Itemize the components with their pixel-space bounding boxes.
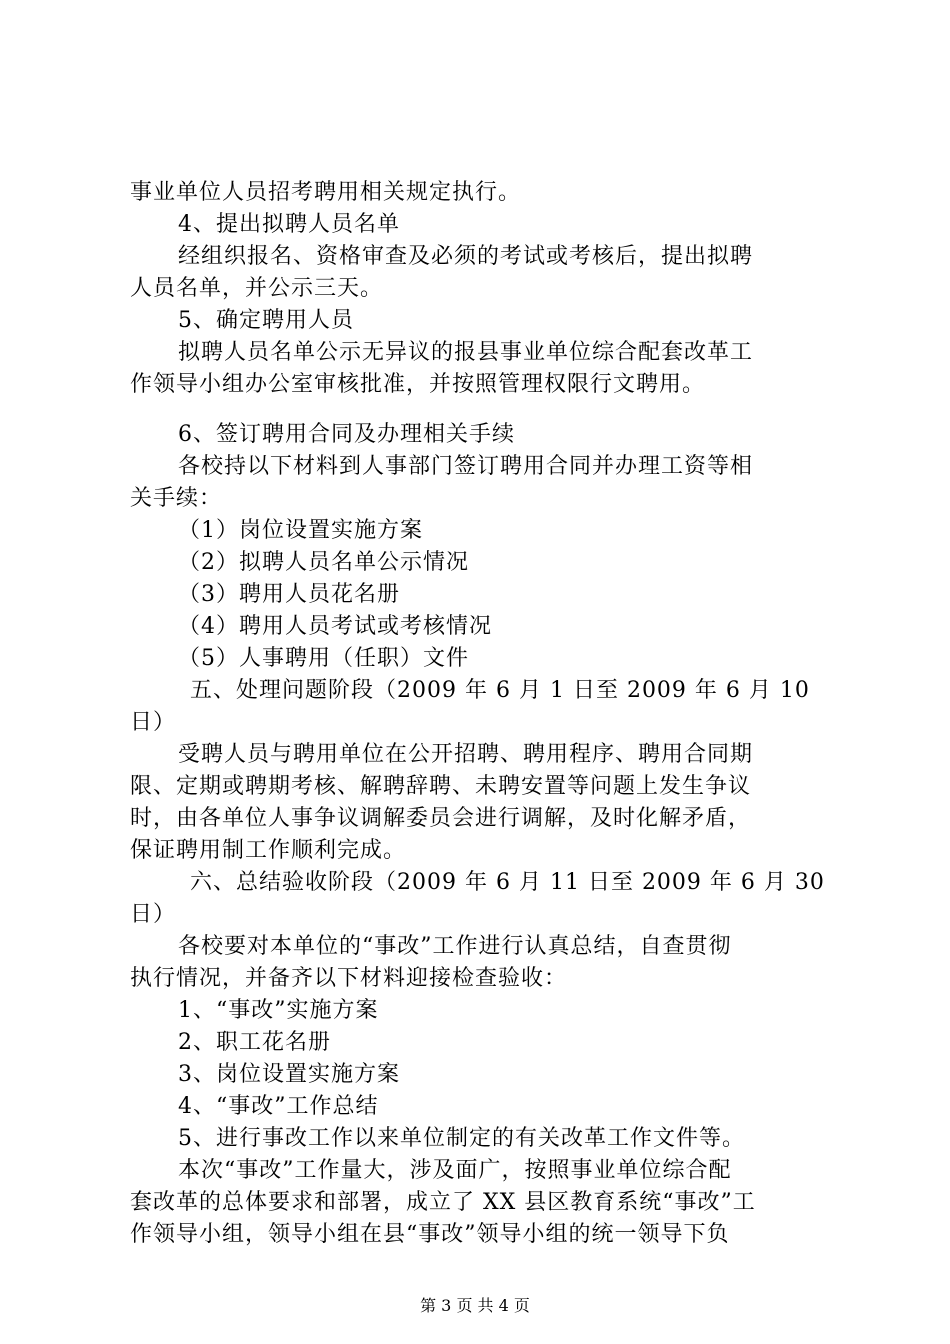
list-item: 2、职工花名册 bbox=[178, 1030, 331, 1055]
text-line: 关手续： bbox=[130, 486, 223, 511]
list-item: 4、“事改”工作总结 bbox=[178, 1094, 379, 1119]
list-item: （1）岗位设置实施方案 bbox=[178, 518, 423, 543]
text-line: 日） bbox=[130, 710, 177, 735]
section-heading: 4、提出拟聘人员名单 bbox=[178, 212, 400, 237]
section-heading: 五、处理问题阶段（2009 年 6 月 1 日至 2009 年 6 月 10 bbox=[190, 678, 810, 703]
text-line: 日） bbox=[130, 902, 177, 927]
text-line: 各校要对本单位的“事改”工作进行认真总结，自查贯彻 bbox=[178, 934, 732, 959]
section-heading: 5、确定聘用人员 bbox=[178, 308, 354, 333]
text-line: 套改革的总体要求和部署，成立了 XX 县区教育系统“事改”工 bbox=[130, 1190, 756, 1215]
section-heading: 6、签订聘用合同及办理相关手续 bbox=[178, 422, 515, 447]
list-item: 3、岗位设置实施方案 bbox=[178, 1062, 400, 1087]
text-line: 本次“事改”工作量大，涉及面广，按照事业单位综合配 bbox=[178, 1158, 732, 1183]
page-footer: 第 3 页 共 4 页 bbox=[420, 1296, 530, 1315]
text-line: 保证聘用制工作顺利完成。 bbox=[130, 838, 407, 863]
text-line: 执行情况，并备齐以下材料迎接检查验收： bbox=[130, 966, 568, 991]
text-line: 受聘人员与聘用单位在公开招聘、聘用程序、聘用合同期 bbox=[178, 742, 754, 767]
list-item: （5）人事聘用（任职）文件 bbox=[178, 646, 469, 671]
text-line: 限、定期或聘期考核、解聘辞聘、未聘安置等问题上发生争议 bbox=[130, 774, 752, 799]
section-heading: 六、总结验收阶段（2009 年 6 月 11 日至 2009 年 6 月 30 bbox=[190, 870, 825, 895]
text-line: 人员名单，并公示三天。 bbox=[130, 276, 384, 301]
text-line: 经组织报名、资格审查及必须的考试或考核后，提出拟聘 bbox=[178, 244, 754, 269]
list-item: 1、“事改”实施方案 bbox=[178, 998, 379, 1023]
text-line: 时，由各单位人事争议调解委员会进行调解，及时化解矛盾， bbox=[130, 806, 752, 831]
list-item: （2）拟聘人员名单公示情况 bbox=[178, 550, 469, 575]
text-line: 拟聘人员名单公示无异议的报县事业单位综合配套改革工 bbox=[178, 340, 754, 365]
list-item: 5、进行事改工作以来单位制定的有关改革工作文件等。 bbox=[178, 1126, 745, 1151]
text-line: 各校持以下材料到人事部门签订聘用合同并办理工资等相 bbox=[178, 454, 754, 479]
list-item: （4）聘用人员考试或考核情况 bbox=[178, 614, 492, 639]
text-line: 事业单位人员招考聘用相关规定执行。 bbox=[130, 180, 522, 205]
text-line: 作领导小组，领导小组在县“事改”领导小组的统一领导下负 bbox=[130, 1222, 730, 1247]
text-line: 作领导小组办公室审核批准，并按照管理权限行文聘用。 bbox=[130, 372, 706, 397]
list-item: （3）聘用人员花名册 bbox=[178, 582, 400, 607]
